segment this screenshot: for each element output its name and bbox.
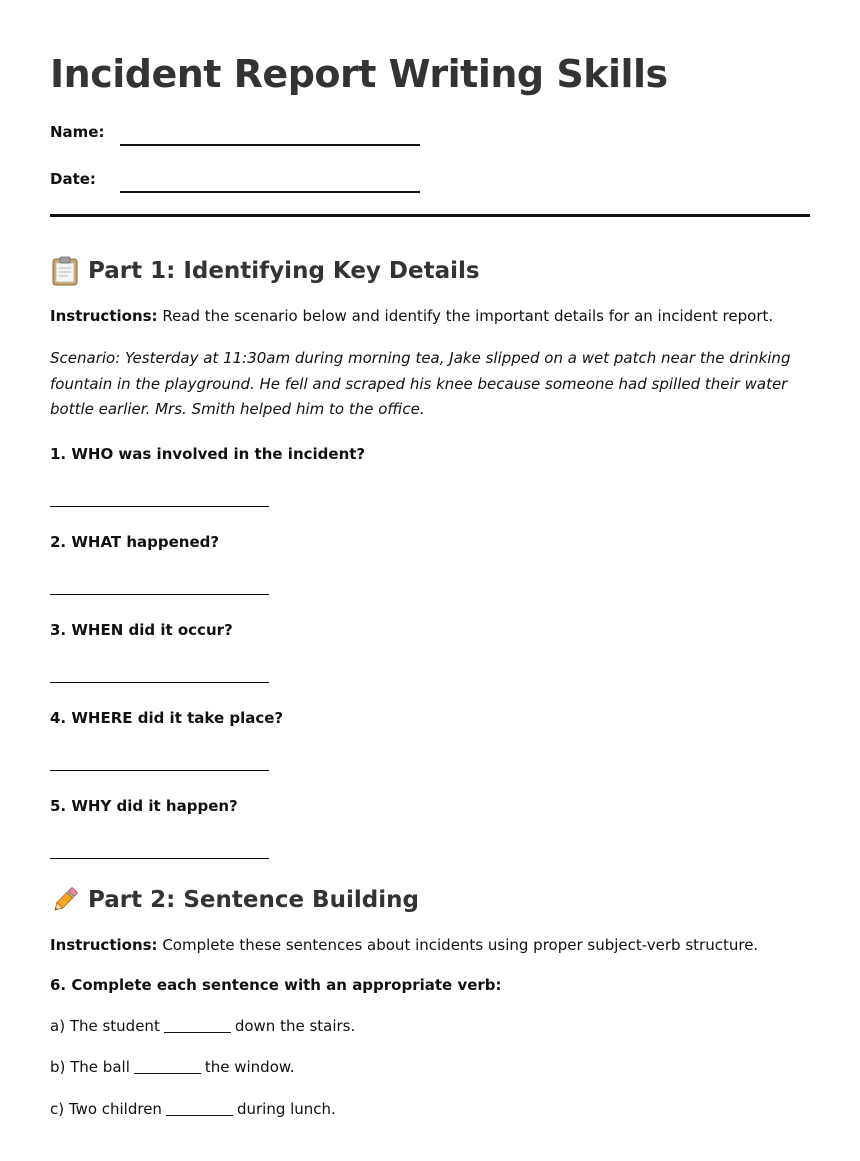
- sentence-a: [50, 1015, 810, 1037]
- date-field: [50, 167, 810, 193]
- answer-line-1[interactable]: [50, 489, 269, 507]
- sentence-a-after: down the stairs.: [234, 1016, 356, 1035]
- sentence-b-after: the window.: [204, 1058, 295, 1076]
- sentence-a-before: a) The student: [50, 1016, 160, 1035]
- worksheet-title: Incident Report Writing Skills: [50, 52, 668, 96]
- sentence-a-blank[interactable]: [164, 1016, 231, 1033]
- part1-instructions-text: Read the scenario below and identify the important details for an incident report.: [157, 307, 774, 325]
- question-2: 2. WHAT happened?: [50, 532, 220, 551]
- question-3: 3. WHEN did it occur?: [50, 620, 233, 639]
- part2-instructions-label: Instructions:: [50, 935, 158, 954]
- sentence-b-blank[interactable]: [134, 1057, 201, 1074]
- date-label: Date:: [50, 170, 96, 188]
- answer-line-4[interactable]: [50, 753, 269, 771]
- part2-heading: [50, 884, 810, 916]
- scenario-text: Scenario: Yesterday at 11:30am during morning tea, Jake slipped on a wet patch near the drinking fountain in the playground. He fell and scraped his knee because someone had spilled their water bottle earlier. Mrs. Smith helped him to the office.: [50, 349, 791, 418]
- sentence-c-before: c) Two children: [50, 1099, 162, 1118]
- question-4: 4. WHERE did it take place?: [50, 708, 284, 727]
- part1-heading-text: Part 1: Identifying Key Details: [88, 258, 480, 284]
- sentence-b-before: b) The ball: [50, 1058, 130, 1076]
- question-block-5: [50, 796, 810, 859]
- question-block-1: [50, 444, 810, 507]
- answer-line-2[interactable]: [50, 577, 269, 595]
- date-blank-line[interactable]: [120, 167, 420, 193]
- clipboard-icon: [50, 256, 80, 286]
- part2-instructions-text: Complete these sentences about incidents using proper subject-verb structure.: [157, 935, 759, 954]
- name-label: Name:: [50, 123, 105, 141]
- sentence-b: [50, 1056, 810, 1078]
- part1-heading: [50, 255, 810, 287]
- sentence-c-after: during lunch.: [236, 1099, 336, 1118]
- part1-instructions: [50, 305, 810, 327]
- name-blank-line[interactable]: [120, 120, 420, 146]
- question-block-4: [50, 708, 810, 771]
- answer-line-3[interactable]: [50, 665, 269, 683]
- part1-instructions-label: Instructions:: [50, 307, 158, 325]
- name-field: [50, 120, 810, 146]
- part2-instructions: [50, 934, 810, 956]
- header-divider: [50, 214, 810, 217]
- question-6: 6. Complete each sentence with an appropriate verb:: [50, 975, 502, 994]
- sentence-c: [50, 1098, 810, 1120]
- question-block-2: [50, 532, 810, 595]
- sentence-c-blank[interactable]: [166, 1099, 233, 1116]
- question-block-3: [50, 620, 810, 683]
- pencil-icon: [50, 885, 80, 915]
- part2-heading-text: Part 2: Sentence Building: [88, 886, 419, 913]
- answer-line-5[interactable]: [50, 841, 269, 859]
- question-5: 5. WHY did it happen?: [50, 796, 238, 815]
- question-1: 1. WHO was involved in the incident?: [50, 444, 366, 463]
